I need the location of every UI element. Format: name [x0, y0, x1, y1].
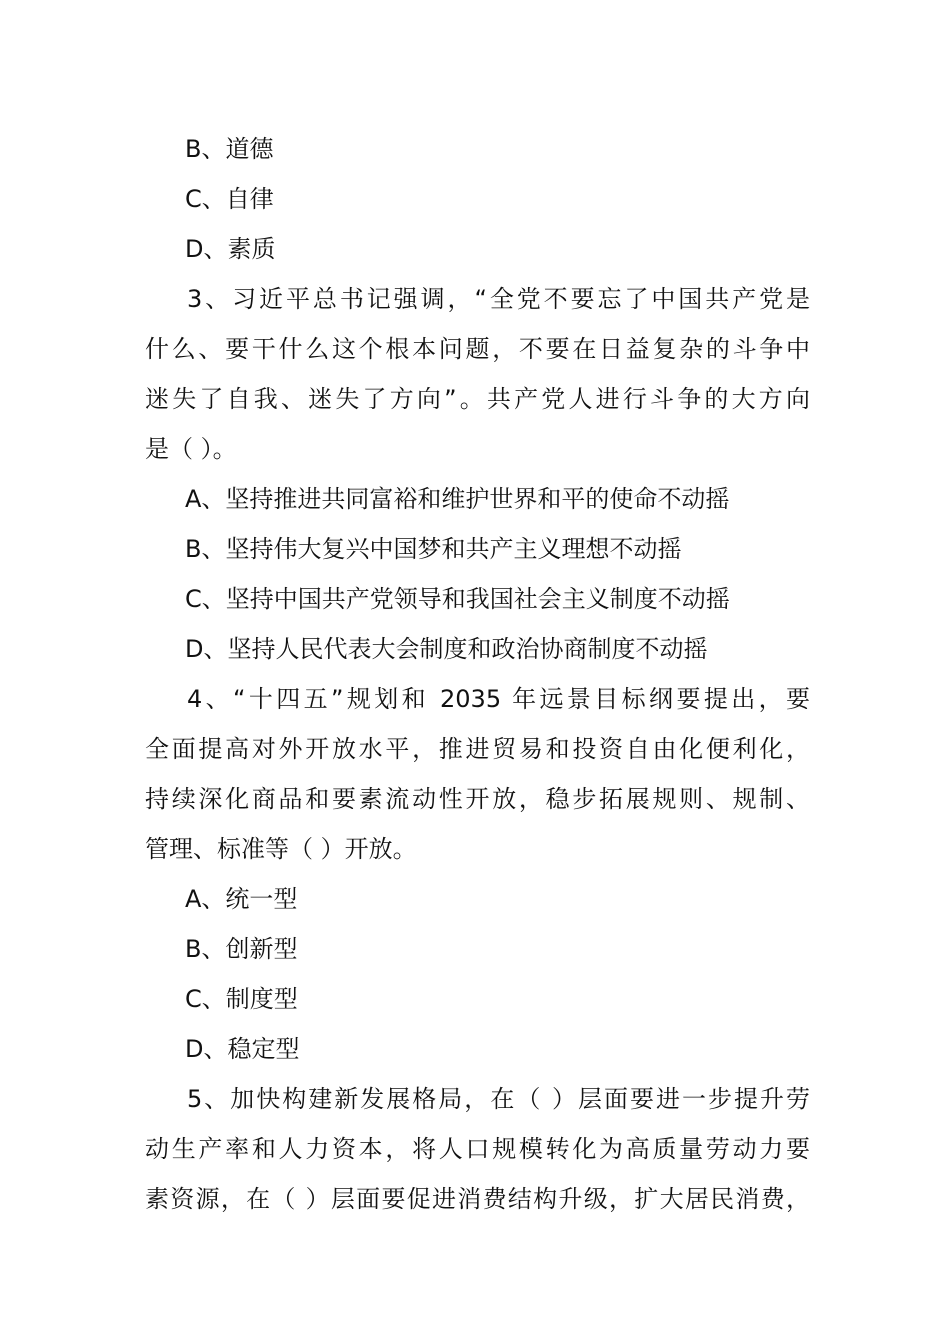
- q2-option-c: C、自律: [185, 185, 274, 213]
- q2-option-b: B、道德: [185, 135, 274, 163]
- q5-stem-line-2: 动生产率和人力资本，将人口规模转化为高质量劳动力要: [145, 1135, 810, 1163]
- q4-option-d: D、稳定型: [185, 1035, 300, 1063]
- q5-stem-line-1: 5、加快构建新发展格局，在（ ）层面要进一步提升劳: [187, 1085, 810, 1113]
- q4-option-c: C、制度型: [185, 985, 298, 1013]
- q4-stem-line-3: 持续深化商品和要素流动性开放，稳步拓展规则、规制、: [145, 785, 810, 813]
- q3-stem-line-2: 什么、要干什么这个根本问题，不要在日益复杂的斗争中: [145, 335, 810, 363]
- q4-option-b: B、创新型: [185, 935, 298, 963]
- q3-stem-line-1: 3、习近平总书记强调，“全党不要忘了中国共产党是: [187, 285, 810, 313]
- q3-stem-line-3: 迷失了自我、迷失了方向”。共产党人进行斗争的大方向: [145, 385, 810, 413]
- q3-option-a: A、坚持推进共同富裕和维护世界和平的使命不动摇: [185, 485, 730, 513]
- document-body: [145, 124, 810, 1224]
- q3-stem-line-4: 是（ ）。: [145, 435, 237, 463]
- q5-stem-line-3: 素资源，在（ ）层面要促进消费结构升级，扩大居民消费，: [145, 1185, 810, 1213]
- q4-stem-line-2: 全面提高对外开放水平，推进贸易和投资自由化便利化，: [145, 735, 810, 763]
- q3-option-b: B、坚持伟大复兴中国梦和共产主义理想不动摇: [185, 535, 682, 563]
- q3-option-d: D、坚持人民代表大会制度和政治协商制度不动摇: [185, 635, 708, 663]
- q3-option-c: C、坚持中国共产党领导和我国社会主义制度不动摇: [185, 585, 730, 613]
- q4-stem-line-1: 4、“十四五”规划和 2035 年远景目标纲要提出，要: [187, 685, 810, 713]
- q2-option-d: D、素质: [185, 235, 276, 263]
- q4-option-a: A、统一型: [185, 885, 298, 913]
- q4-stem-line-4: 管理、标准等（ ）开放。: [145, 835, 417, 863]
